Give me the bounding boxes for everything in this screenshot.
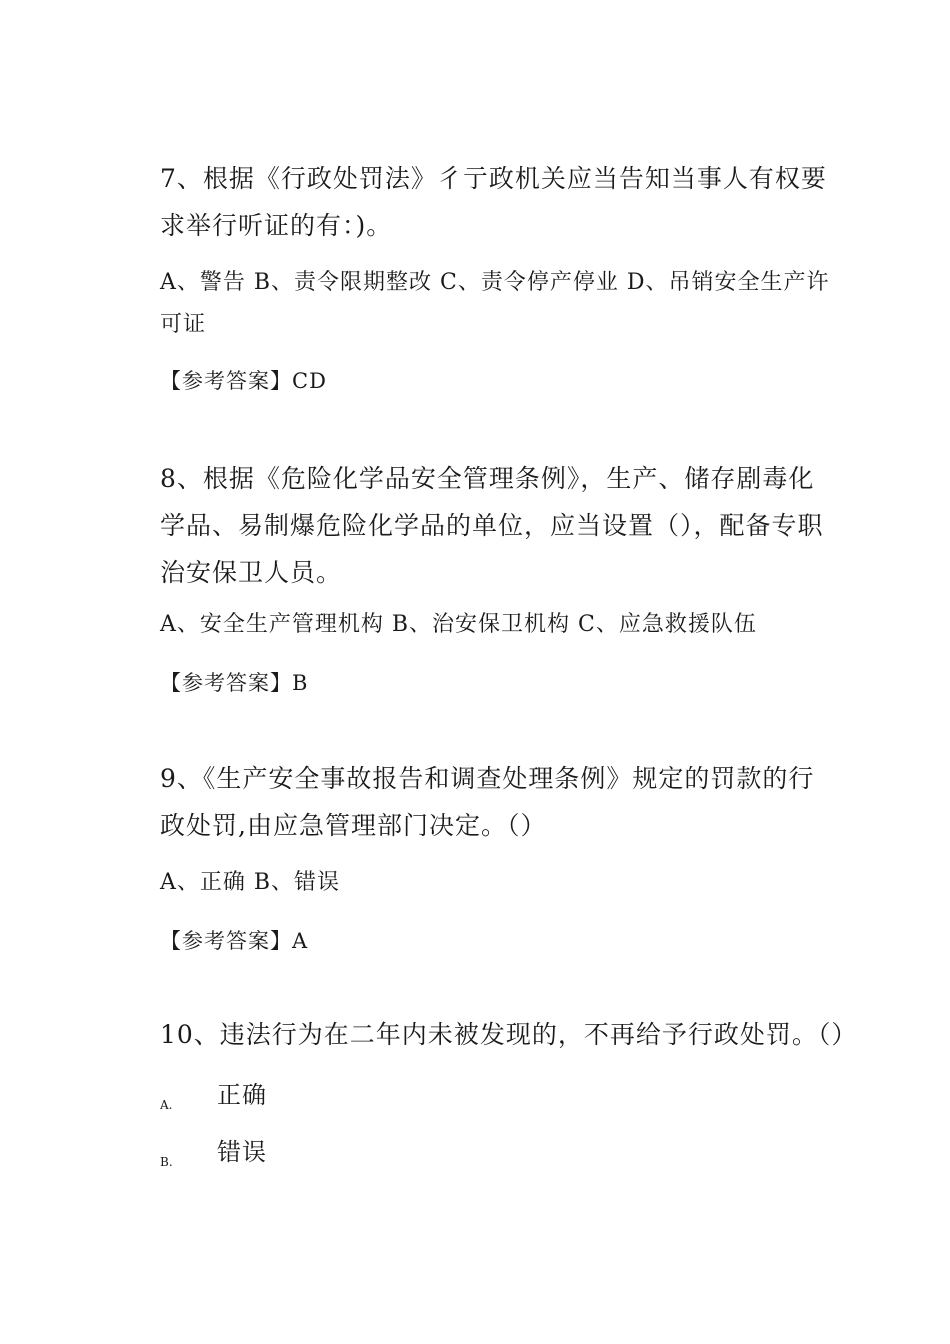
question-8-answer: 【参考答案】B [160,671,309,695]
question-10-text: 10、违法行为在二年内未被发现的，不再给予行政处罚。（） [160,1020,858,1049]
question-9-text: 9、《生产安全事故报告和调查处理条例》规定的罚款的行政处罚,由应急管理部门决定。（） [160,764,815,840]
question-8-text: 8、根据《危险化学品安全管理条例》，生产、储存剧毒化学品、易制爆危险化学品的单位，应当设置（），配备专职治安保卫人员。 [160,464,824,587]
question-10-option-a-letter: A. [160,1098,173,1112]
question-10-option-b-text: 错误 [217,1138,267,1166]
question-9-options: A、正确 B、错误 [160,870,341,895]
question-9-answer: 【参考答案】A [160,929,309,953]
question-7-answer: 【参考答案】CD [160,369,327,393]
question-8-options: A、安全生产管理机构 B、治安保卫机构 C、应急救援队伍 [160,612,757,637]
question-7-text: 7、根据《行政处罚法》彳亍政机关应当告知当事人有权要求举行听证的有：)。 [160,164,827,240]
question-10-option-b-letter: B. [160,1155,173,1169]
question-10-option-a-text: 正确 [217,1081,267,1109]
question-7-options: A、警告 B、责令限期整改 C、责令停产停业 D、吊销安全生产许可证 [160,270,830,337]
